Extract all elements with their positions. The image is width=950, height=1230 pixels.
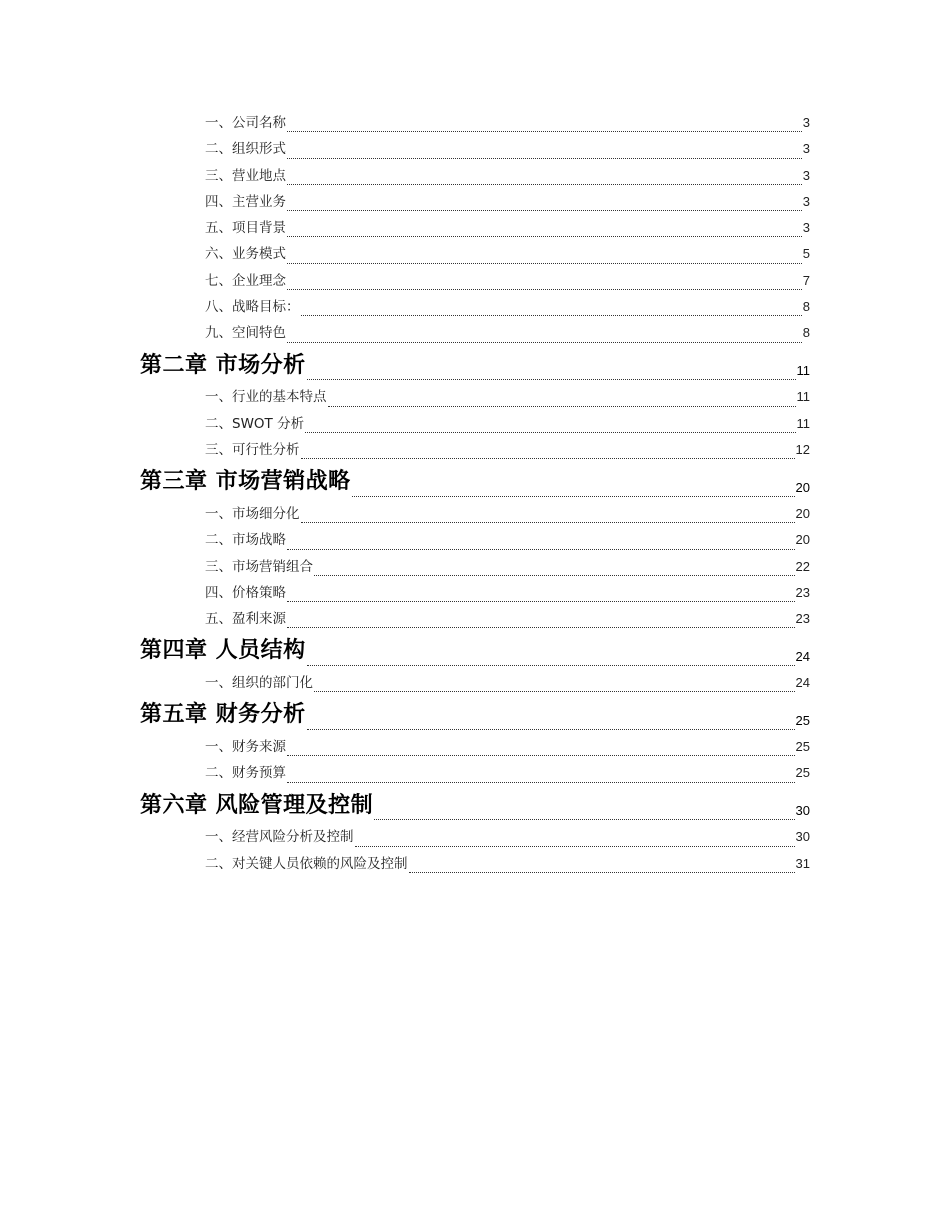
toc-chapter-entry[interactable] — [140, 787, 810, 825]
toc-entry-title: 一、公司名称 — [205, 110, 286, 136]
toc-section-entry[interactable] — [205, 189, 810, 215]
toc-entry-title: 一、市场细分化 — [205, 501, 300, 527]
toc-page-number: 30 — [795, 829, 810, 845]
dot-leader — [374, 818, 794, 820]
toc-section-entry[interactable] — [205, 136, 810, 162]
toc-section-entry[interactable] — [205, 215, 810, 241]
dot-leader — [287, 548, 795, 550]
toc-page-number: 25 — [795, 713, 810, 729]
toc-page-number: 20 — [795, 479, 810, 495]
toc-entry-title: 一、行业的基本特点 — [205, 384, 327, 410]
dot-leader — [307, 664, 795, 666]
toc-page-number: 20 — [795, 505, 810, 521]
toc-entry-title: 二、对关键人员依赖的风险及控制 — [205, 851, 408, 877]
dot-leader — [307, 728, 795, 730]
toc-chapter-entry[interactable] — [140, 463, 810, 501]
toc-section-entry[interactable] — [205, 851, 810, 877]
toc-entry-title: 二、SWOT 分析 — [205, 411, 304, 437]
dot-leader — [287, 288, 802, 290]
dot-leader — [352, 495, 795, 497]
toc-entry-title: 第五章 财务分析 — [140, 696, 306, 734]
toc-page-number: 3 — [802, 220, 810, 236]
toc-section-entry[interactable] — [205, 437, 810, 463]
toc-section-entry[interactable] — [205, 580, 810, 606]
toc-section-entry[interactable] — [205, 320, 810, 346]
toc-entry-title: 三、营业地点 — [205, 163, 286, 189]
toc-page-number: 20 — [795, 532, 810, 548]
toc-entry-title: 一、经营风险分析及控制 — [205, 824, 354, 850]
dot-leader — [287, 183, 802, 185]
dot-leader — [314, 574, 795, 576]
toc-entry-title: 四、主营业务 — [205, 189, 286, 215]
dot-leader — [287, 781, 795, 783]
toc-section-entry[interactable] — [205, 268, 810, 294]
dot-leader — [287, 341, 802, 343]
dot-leader — [301, 314, 802, 316]
dot-leader — [305, 431, 795, 433]
toc-entry-title: 五、项目背景 — [205, 215, 286, 241]
toc-page-number: 3 — [802, 141, 810, 157]
dot-leader — [287, 209, 802, 211]
toc-section-entry[interactable] — [205, 527, 810, 553]
toc-entry-title: 五、盈利来源 — [205, 606, 286, 632]
toc-section-entry[interactable] — [205, 670, 810, 696]
toc-page-number: 5 — [802, 246, 810, 262]
toc-section-entry[interactable] — [205, 554, 810, 580]
dot-leader — [314, 690, 795, 692]
toc-section-entry[interactable] — [205, 241, 810, 267]
toc-entry-title: 三、可行性分析 — [205, 437, 300, 463]
toc-entry-title: 二、市场战略 — [205, 527, 286, 553]
toc-chapter-entry[interactable] — [140, 696, 810, 734]
toc-entry-title: 二、组织形式 — [205, 136, 286, 162]
toc-chapter-entry[interactable] — [140, 347, 810, 385]
toc-entry-title: 第二章 市场分析 — [140, 347, 306, 385]
toc-section-entry[interactable] — [205, 606, 810, 632]
dot-leader — [287, 626, 795, 628]
toc-entry-title: 九、空间特色 — [205, 320, 286, 346]
toc-section-entry[interactable] — [205, 110, 810, 136]
toc-entry-title: 二、财务预算 — [205, 760, 286, 786]
dot-leader — [287, 235, 802, 237]
toc-page-number: 8 — [802, 325, 810, 341]
toc-section-entry[interactable] — [205, 294, 810, 320]
toc-page-number: 12 — [795, 441, 810, 457]
toc-page-number: 3 — [802, 115, 810, 130]
toc-page-number: 7 — [802, 272, 810, 288]
toc-page-number: 3 — [802, 193, 810, 209]
toc-entry-title: 第六章 风险管理及控制 — [140, 787, 373, 825]
dot-leader — [328, 405, 796, 407]
toc-entry-title: 八、战略目标： — [205, 294, 300, 320]
toc-page-number: 30 — [795, 803, 810, 819]
toc-page-number: 8 — [802, 299, 810, 315]
toc-page-number: 24 — [795, 675, 810, 691]
dot-leader — [301, 457, 795, 459]
toc-page-number: 23 — [795, 611, 810, 627]
toc-entry-title: 三、市场营销组合 — [205, 554, 313, 580]
toc-page-number: 25 — [795, 739, 810, 755]
toc-entry-title: 七、企业理念 — [205, 268, 286, 294]
toc-page-number: 23 — [795, 584, 810, 600]
dot-leader — [287, 157, 802, 159]
toc-entry-title: 第三章 市场营销战略 — [140, 463, 351, 501]
toc-chapter-entry[interactable] — [140, 632, 810, 670]
toc-section-entry[interactable] — [205, 384, 810, 410]
toc-page-number: 25 — [795, 765, 810, 781]
dot-leader — [301, 521, 795, 523]
dot-leader — [355, 845, 795, 847]
toc-section-entry[interactable] — [205, 734, 810, 760]
toc-page-number: 11 — [796, 363, 810, 379]
toc-entry-title: 六、业务模式 — [205, 241, 286, 267]
dot-leader — [409, 871, 795, 873]
toc-page-number: 22 — [795, 558, 810, 574]
toc-section-entry[interactable] — [205, 501, 810, 527]
toc-entry-title: 一、组织的部门化 — [205, 670, 313, 696]
toc-page-number: 11 — [796, 415, 810, 431]
toc-section-entry[interactable] — [205, 760, 810, 786]
toc-section-entry[interactable] — [205, 411, 810, 437]
dot-leader — [287, 130, 802, 132]
dot-leader — [287, 600, 795, 602]
toc-entry-title: 第四章 人员结构 — [140, 632, 306, 670]
toc-page-number: 11 — [796, 389, 810, 405]
table-of-contents — [0, 110, 950, 877]
toc-section-entry[interactable] — [205, 163, 810, 189]
dot-leader — [287, 262, 802, 264]
toc-entry-title: 一、财务来源 — [205, 734, 286, 760]
toc-entry-title: 四、价格策略 — [205, 580, 286, 606]
toc-page-number: 3 — [802, 167, 810, 183]
dot-leader — [287, 754, 795, 756]
toc-page-number: 24 — [795, 649, 810, 665]
toc-page-number: 31 — [795, 855, 810, 871]
dot-leader — [307, 378, 796, 380]
toc-section-entry[interactable] — [205, 824, 810, 850]
